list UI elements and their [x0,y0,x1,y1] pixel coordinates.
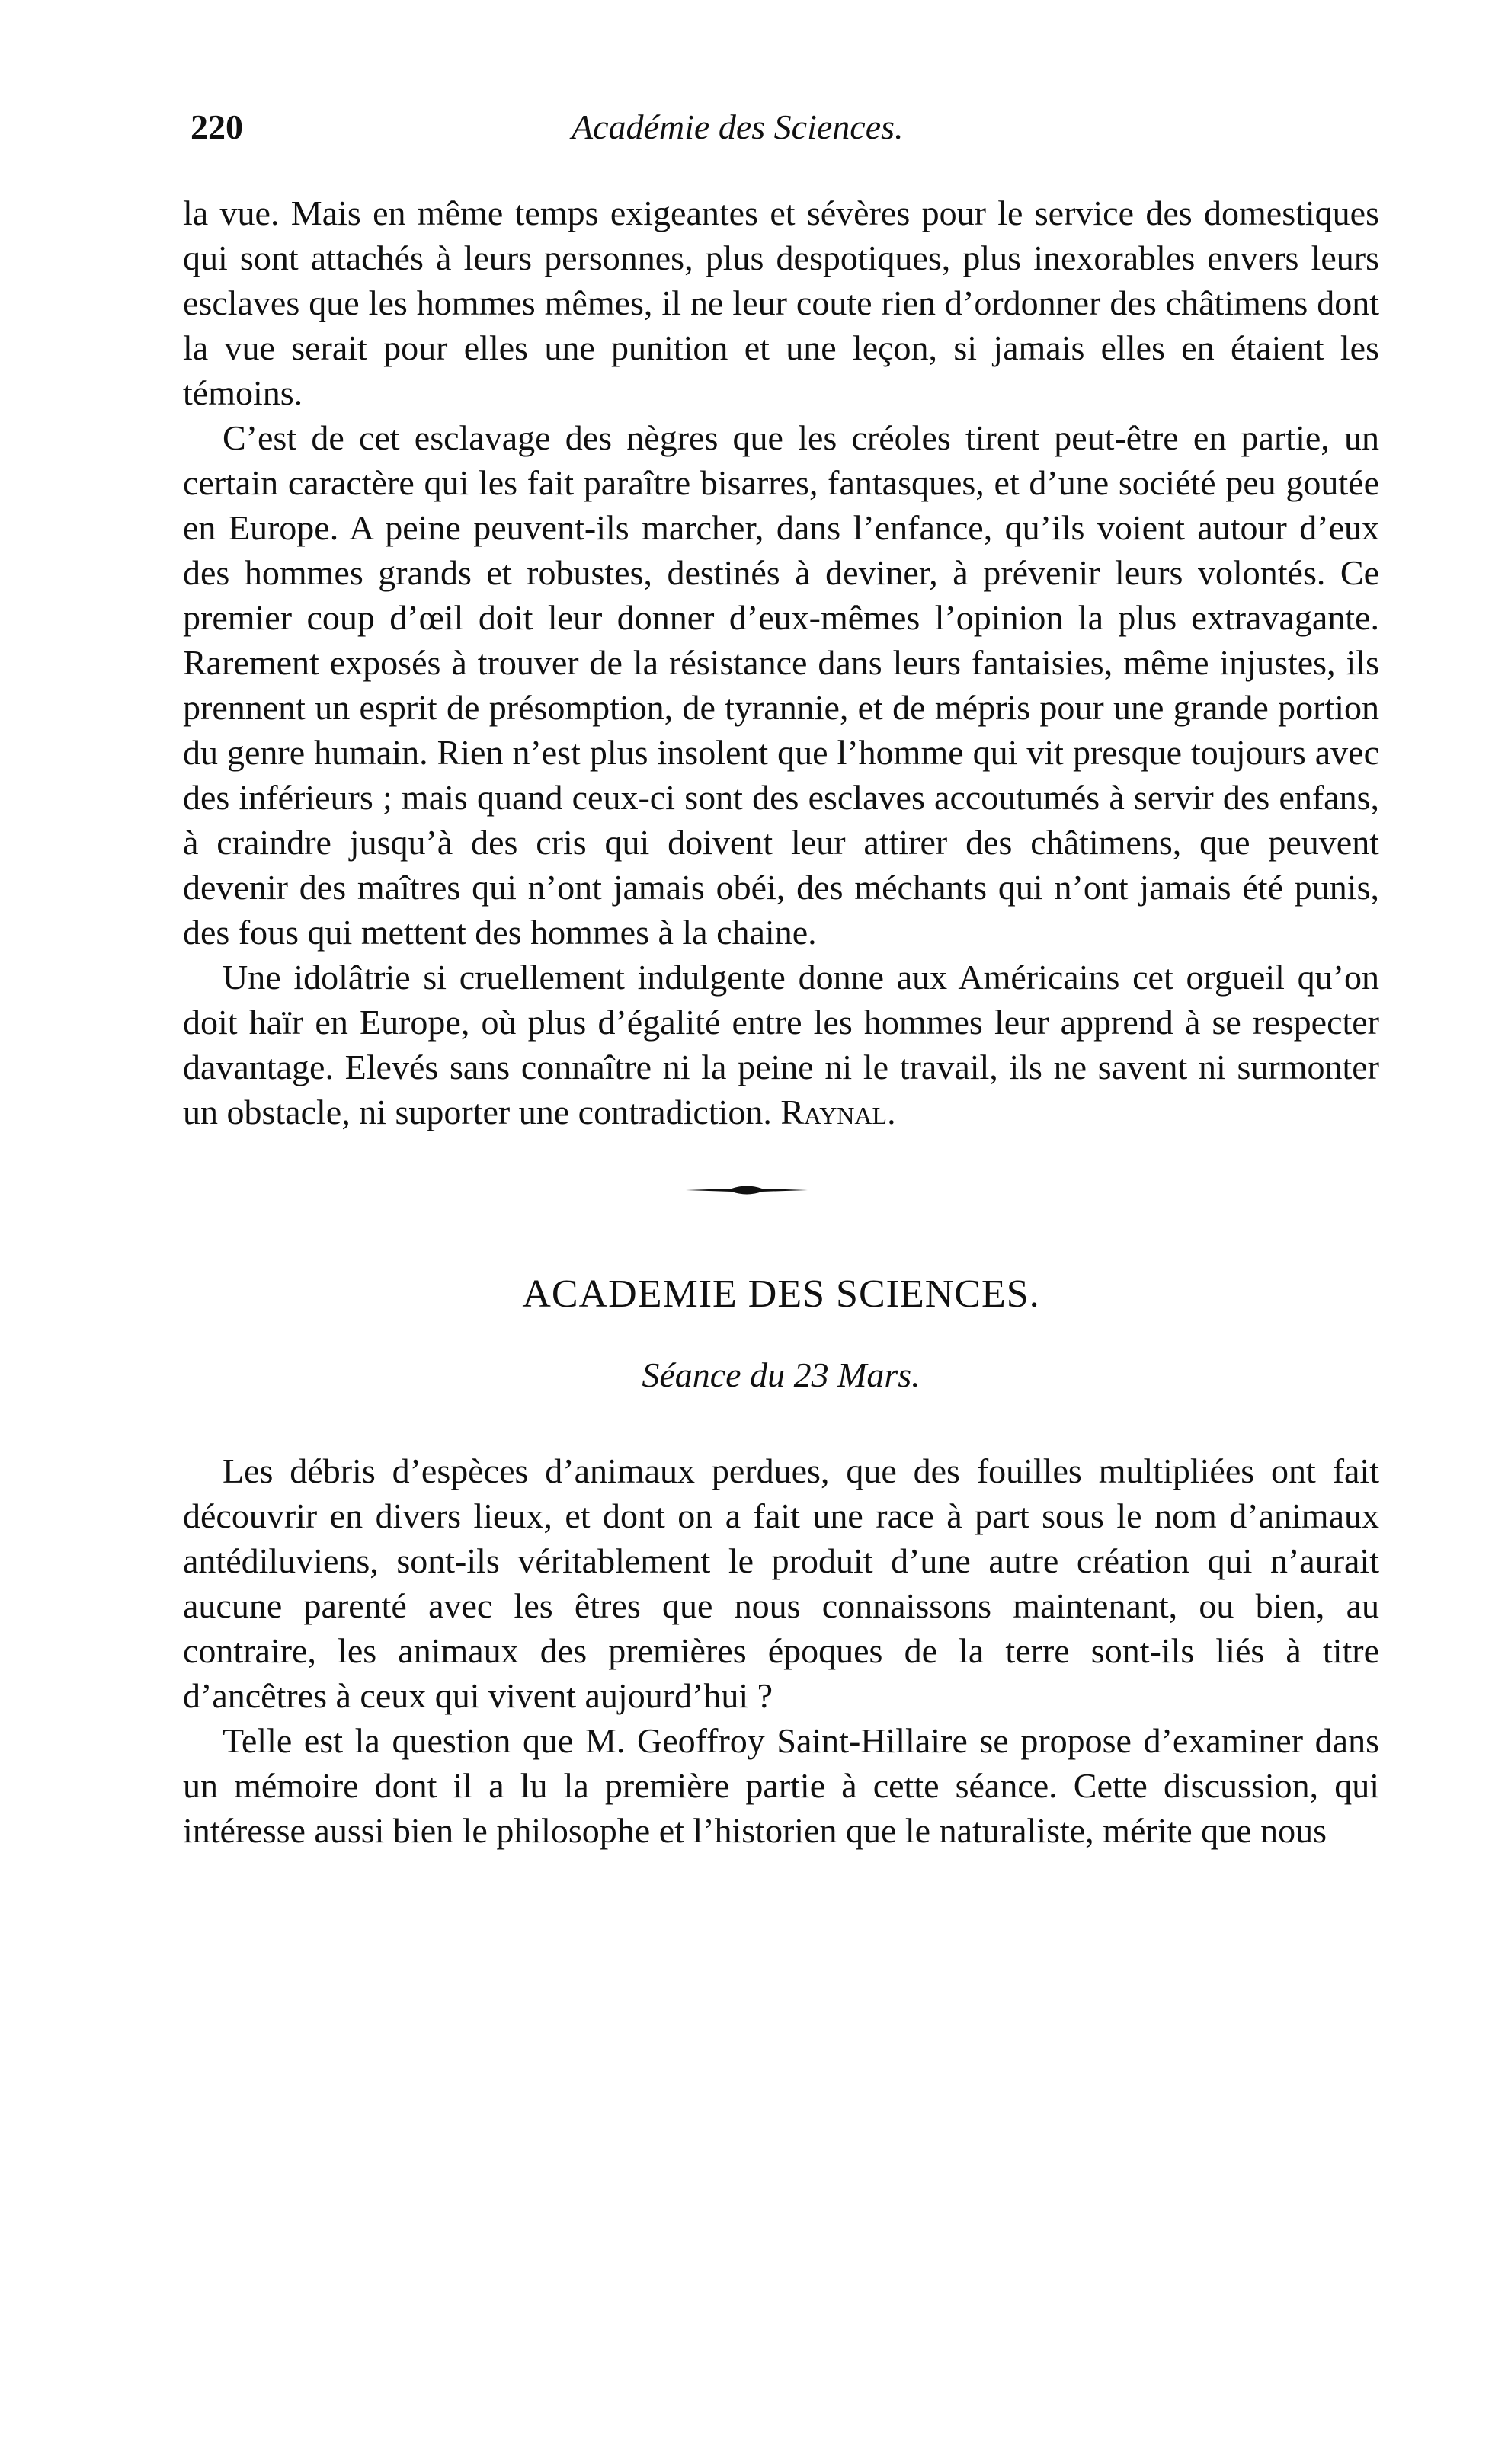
article1-paragraph-1: la vue. Mais en même temps exigeantes et sévères pour le service des domestiques qui sont attachés à leurs personnes, plus despotiques, plus inexorables envers leurs esclaves que les hommes mêmes, il ne leur coute rien d’ordonner des châtimens dont la vue serait pour elles une punition et une leçon, si jamais elles en étaient les témoins. [183,194,1379,412]
article1-paragraph-3 [183,955,1379,1134]
page [183,107,1379,1853]
section-title: ACADEMIE DES SCIENCES. [522,1272,1040,1316]
article1-paragraph-3-text: Une idolâtrie si cruellement indulgente donne aux Américains cet orgueil qu’on doit haïr en Europe, où plus d’égalité entre les hommes leur apprend à se respecter davantage. Elevés sans connaître ni la peine ni le travail, ils ne savent ni surmonter un obstacle, ni suporter une contradiction. [183,958,1379,1131]
running-head [183,107,1379,160]
running-title: Académie des Sciences. [572,107,904,146]
article2-paragraph-2: Telle est la question que M. Geoffroy Saint-Hillaire se propose d’examiner dans un mémoire dont il a lu la première partie à cette séance. Cette discussion, qui intéresse aussi bien le philosophe et l’historien que le naturaliste, mérite que nous [183,1721,1379,1850]
author-signature: Raynal. [780,1093,896,1131]
divider-ornament-icon [686,1180,808,1200]
page-number: 220 [191,107,243,146]
article2-paragraph-1: Les débris d’espèces d’animaux perdues, que des fouilles multipliées ont fait découvrir en divers lieux, et dont on a fait une race à part sous le nom d’animaux antédiluviens, sont-ils véritablement le produit d’une autre création qui n’aurait aucune parenté avec les êtres que nous connaissons maintenant, ou bien, au contraire, les animaux des premières époques de la terre sont-ils liés à titre d’ancêtres à ceux qui vivent aujourd’hui ? [183,1451,1379,1715]
section-divider [183,1180,1379,1203]
article1-paragraph-2: C’est de cet esclavage des nègres que les créoles tirent peut-être en partie, un certain caractère qui les fait paraître bisarres, fantasques, et d’une société peu goutée en Europe. A peine peuvent-ils marcher, dans l’enfance, qu’ils voient autour d’eux des hommes grands et robustes, destinés à deviner, à prévenir leurs volontés. Ce premier coup d’œil doit leur donner d’eux-mêmes l’opinion la plus extravagante. Rarement exposés à trouver de la résistance dans leurs fantaisies, même injustes, ils prennent un esprit de présomption, de tyrannie, et de mépris pour une grande portion du genre humain. Rien n’est plus insolent que l’homme qui vit presque toujours avec des inférieurs ; mais quand ceux-ci sont des esclaves accoutumés à servir des enfans, à craindre jusqu’à des cris qui doivent leur attirer des châtimens, que peuvent devenir des maîtres qui n’ont jamais obéi, des méchants qui n’ont jamais été punis, des fous qui mettent des hommes à la chaine. [183,418,1379,952]
session-date: Séance du 23 Mars. [642,1355,920,1394]
